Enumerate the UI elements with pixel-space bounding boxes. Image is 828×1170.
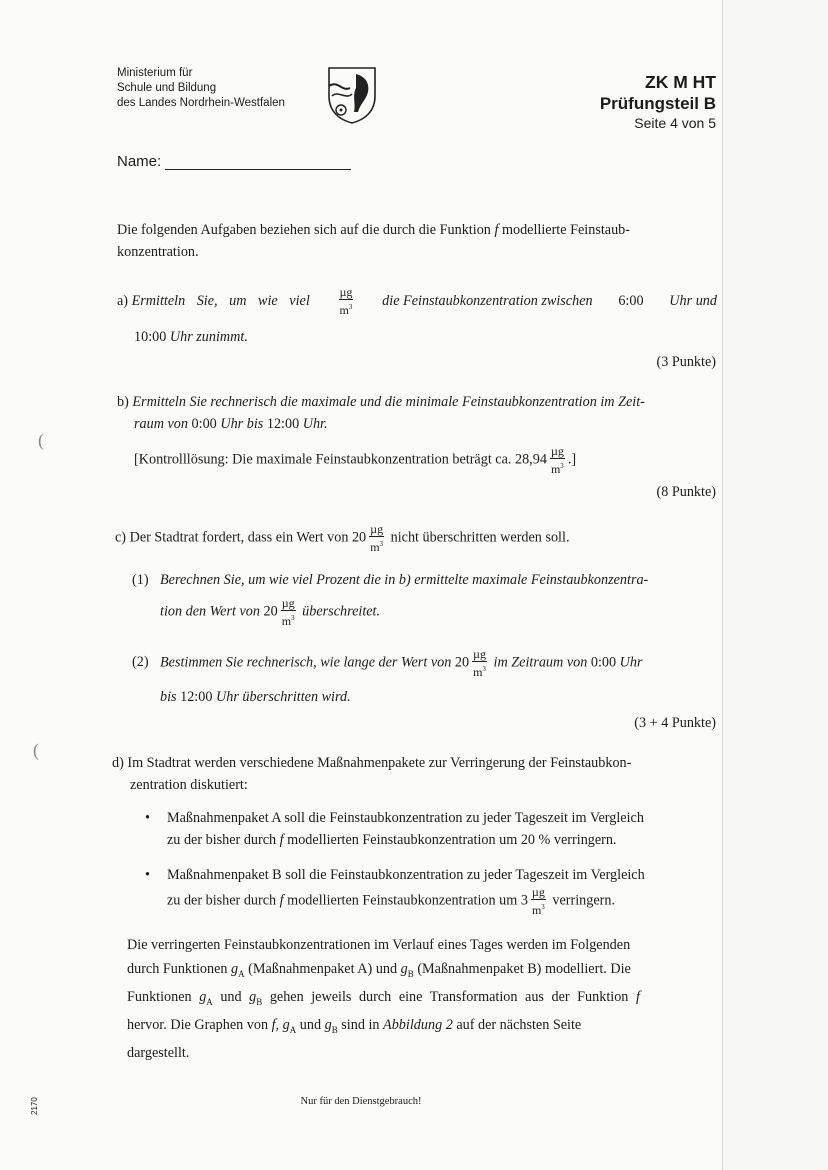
task-c-2: (2) Bestimmen Sie rechnerisch, wie lange der Wert von 20 $\frac{\text{µg}}{m^3}$ im Zeitraum von 0:00 Uhr bis 12:00 Uhr überschritten wird. — [132, 647, 643, 705]
ministry-line-2: Schule und Bildung — [117, 82, 217, 94]
task-d-paragraph: Die verringerten Feinstaubkonzentrationen im Verlauf eines Tages werden im Folgenden durch Funktionen $g_A$ (Maßnahmenpaket A) und $g_B$ (Maßnahmenpaket B) modelliert. Die Funktionen $g_A$ und $g_B$ gehen jeweils durch eine Transformation aus der Funktion f hervor. Die Graphen von f, $g_A$ und $g_B$ sind in Abbildung 2 auf der nächsten Seite dargestellt. — [127, 937, 640, 1062]
margin-mark: ( — [38, 430, 44, 450]
bullet-b: • Maßnahmenpaket B soll die Feinstaubkonzentration zu jeder Tageszeit im Vergleich zu der bisher durch f modellierten Feinstaubkonzentration um 3 $\frac{\text{µg}}{m^3}$ verringern. — [145, 867, 645, 917]
name-line — [165, 155, 351, 170]
bullet-a: • Maßnahmenpaket A soll die Feinstaubkonzentration zu jeder Tageszeit im Vergleich zu der bisher durch f modellierten Feinstaubkonzentration um 20 % verringern. — [145, 810, 644, 848]
name-label: Name: — [117, 153, 162, 170]
task-a: a) Ermitteln Sie, um wie viel $\frac{\text{µg}}{m^3}$ die Feinstaubkonzentration zwischen 6:00 Uhr und 10:00 Uhr zunimmt. — [117, 285, 717, 345]
name-field — [117, 153, 351, 170]
task-d: d) Im Stadtrat werden verschiedene Maßnahmenpakete zur Verringerung der Feinstaubkon- zentration diskutiert: — [112, 755, 632, 793]
footer-note: Nur für den Dienstgebrauch! — [300, 1096, 422, 1107]
exam-header — [600, 72, 716, 132]
control-solution: [Kontrolllösung: Die maximale Feinstaubkonzentration beträgt ca. 28,94 $\frac{\text{µg}}{m^3}$ .] — [134, 444, 577, 476]
ministry-name — [117, 66, 285, 111]
task-b: b) Ermitteln Sie rechnerisch die maximale und die minimale Feinstaubkonzentration im Zeit- raum von 0:00 Uhr bis 12:00 Uhr. [Kontrolllösung: Die maximale Feinstaubkonzentration beträgt ca. 28,94 $\frac{\text{µg}}{m^3}$ .] — [117, 391, 717, 475]
intro-text: Die folgenden Aufgaben beziehen sich auf die durch die Funktion f modellierte Feinstaub- konzentration. — [117, 222, 630, 260]
exam-code: ZK M HT — [645, 72, 716, 92]
task-c-points: (3 + 4 Punkte) — [634, 715, 716, 731]
nrw-crest-icon — [326, 66, 378, 124]
task-c: c) Der Stadtrat fordert, dass ein Wert von 20 $\frac{\text{µg}}{m^3}$ nicht überschritten werden soll. — [115, 522, 570, 554]
margin-mark-2: ( — [33, 740, 39, 760]
exam-part: Prüfungsteil B — [599, 94, 716, 113]
task-a-points: (3 Punkte) — [656, 354, 716, 370]
page-number: Seite 4 von 5 — [634, 115, 716, 131]
side-number: 2170 — [30, 1097, 39, 1115]
ministry-line-1: Ministerium für — [117, 67, 193, 79]
unit-fraction: $\frac{\text{µg}}{m^3}$ — [339, 285, 353, 317]
task-c-1: (1) Berechnen Sie, um wie viel Prozent die in b) ermittelte maximale Feinstaubkonzentra- tion den Wert von 20 $\frac{\text{µg}}{m^3}$ überschreitet. — [132, 572, 649, 628]
task-b-points: (8 Punkte) — [656, 484, 716, 500]
ministry-line-3: des Landes Nordrhein-Westfalen — [117, 97, 285, 109]
